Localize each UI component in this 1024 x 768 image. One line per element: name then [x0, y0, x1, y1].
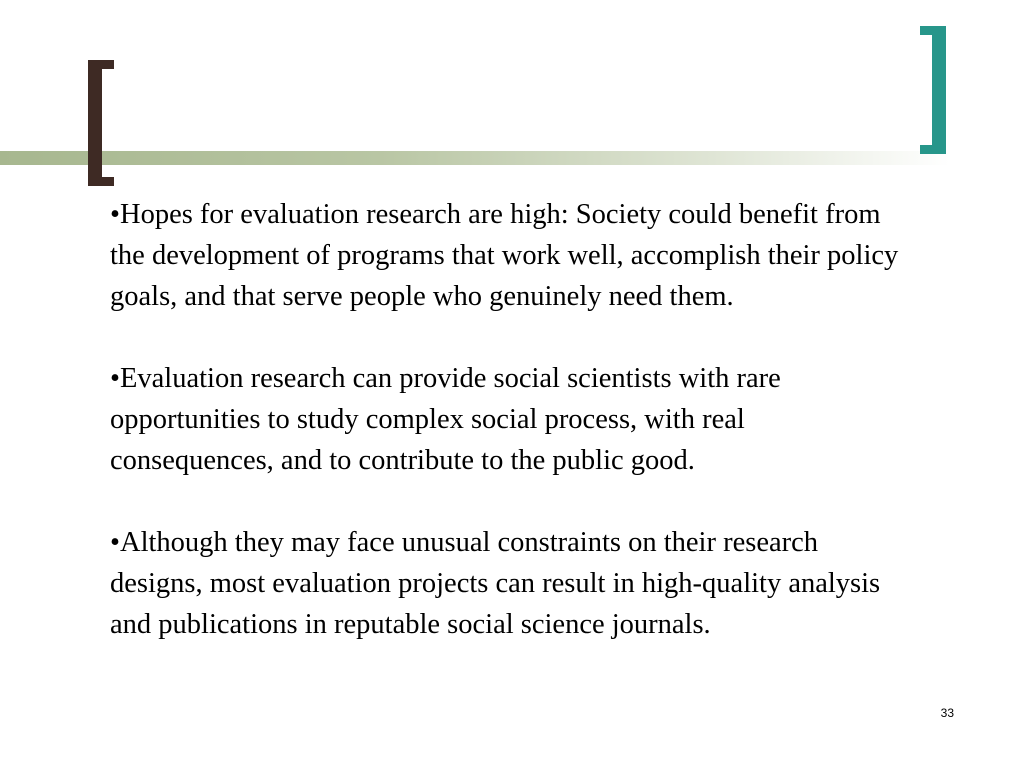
- right-bracket-icon: [932, 26, 946, 154]
- left-bracket-bottom-cap: [88, 177, 114, 186]
- bullet-text: Hopes for evaluation research are high: Society could benefit from the development of programs that work well, accomplish their policy goals, and that serve people who genuinely need them.: [110, 199, 899, 312]
- bullet-item-2: [110, 358, 910, 481]
- left-bracket-top-cap: [88, 60, 114, 69]
- right-bracket-bottom-cap: [920, 145, 946, 154]
- page-number: 33: [940, 706, 954, 720]
- header-rule: [0, 151, 950, 165]
- bullet-item-3: [110, 522, 910, 645]
- bullet-text: Although they may face unusual constraints on their research designs, most evaluation projects can result in high-quality analysis and publications in reputable social science journals.: [110, 527, 881, 640]
- bullet-marker: •: [110, 363, 120, 394]
- right-bracket-top-cap: [920, 26, 946, 35]
- bullet-text: Evaluation research can provide social scientists with rare opportunities to study complex social process, with real consequences, and to contribute to the public good.: [110, 363, 781, 476]
- slide-body: [110, 194, 910, 645]
- bullet-item-1: [110, 194, 910, 317]
- left-bracket-icon: [88, 60, 102, 186]
- bullet-marker: •: [110, 527, 120, 558]
- bullet-marker: •: [110, 199, 120, 230]
